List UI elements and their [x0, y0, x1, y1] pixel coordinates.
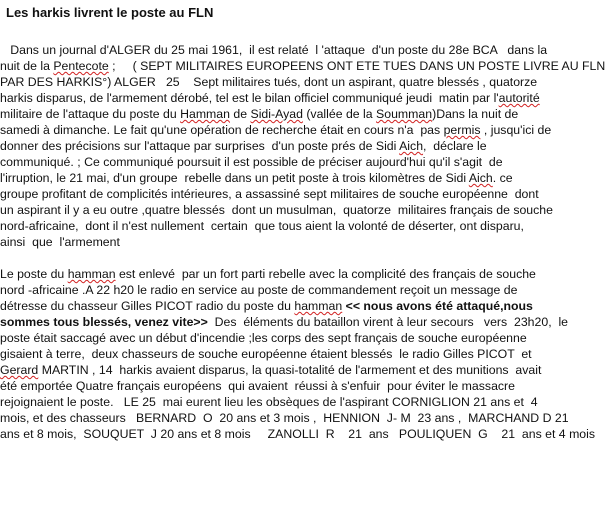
text-line: [0, 282, 550, 298]
text-run: ; ( SEPT MILITAIRES EUROPEENS ONT ETE TUES DANS UN POSTE LIVRE AU FLN: [108, 59, 605, 73]
spellcheck-word: Gerard: [0, 363, 39, 377]
spellcheck-word: permis: [443, 123, 481, 137]
text-line: [0, 362, 550, 378]
spellcheck-word: Aich: [468, 171, 493, 185]
text-line: [0, 122, 550, 138]
text-run: Le poste du: [0, 267, 68, 281]
text-line: [0, 170, 550, 186]
text-run: donner des précisions sur l'attaque par surprises d'un poste prés de Sidi: [0, 139, 400, 153]
text-run: groupe profitant de complicités intérieures, a assassiné sept militaires de souche européenne dont: [0, 187, 539, 201]
text-run: poste était saccagé avec un début d'incendie ;les corps des sept français de souche européenne: [0, 331, 527, 345]
text-run: PAR DES HARKIS°) ALGER 25 Sept militaires tués, dont un aspirant, quatre blessés , quatorze: [0, 75, 538, 89]
text-run: ainsi que l'armement: [0, 235, 120, 249]
text-run: communiqué. ; Ce communiqué poursuit il est possible de préciser aujourd'hui qu'il s'agit de: [0, 155, 503, 169]
text-line: [0, 234, 550, 250]
text-run: un aspirant il y a eu outre ,quatre blessés dont un musulman, quatorze militaires français de souche: [0, 203, 553, 217]
text-run: )Dans la nuit de: [432, 107, 519, 121]
text-line: [0, 378, 550, 394]
text-run: , déclare le: [423, 139, 487, 153]
text-line: [0, 266, 550, 282]
text-line: [0, 330, 550, 346]
text-line: [0, 394, 550, 410]
spellcheck-word: autorité: [498, 91, 540, 105]
text-run: l'irruption, le 21 mai, d'un groupe rebelle dans un petit poste à trois kilomètres de Sidi: [0, 171, 469, 185]
text-run: mois, et des chasseurs BERNARD O 20 ans et 3 mois , HENNION J- M 23 ans , MARCHAND D 21: [0, 411, 569, 425]
text-run: est enlevé par un fort parti rebelle avec la complicité des français de souche: [115, 267, 536, 281]
text-line: [0, 90, 550, 106]
text-run: nuit de la: [0, 59, 54, 73]
text-line: [0, 202, 553, 218]
text-line: [0, 314, 569, 330]
text-line: [0, 186, 550, 202]
text-run: . ce: [492, 171, 513, 185]
text-run: Des éléments du bataillon virent à leur secours vers 23h20, le: [207, 315, 569, 329]
text-run: MARTIN , 14 harkis avaient disparus, la quasi-totalité de l'armement et des munitions avait: [38, 363, 542, 377]
spellcheck-word: Hamman: [180, 107, 230, 121]
article-title: Les harkis livrent le poste au FLN: [6, 5, 214, 20]
text-run: (vallée de la: [302, 107, 377, 121]
text-run: Dans un journal d'ALGER du 25 mai 1961, il est relaté l 'attaque d'un poste du 28e BCA dans la: [0, 43, 548, 57]
text-line: [0, 218, 550, 234]
text-line: [0, 106, 550, 122]
text-line: [0, 42, 550, 58]
spellcheck-word: Soumman: [376, 107, 433, 121]
text-line: [0, 346, 550, 362]
text-run: samedi à dimanche. Le fait qu'une opération de recherche était en cours n'a pas: [0, 123, 444, 137]
text-run: de: [229, 107, 251, 121]
text-run: été emportée Quatre français européens qui avaient réussi à s'enfuir pour éviter le massacre: [0, 379, 515, 393]
text-run: militaire de l'attaque du poste du: [0, 107, 181, 121]
text-run: détresse du chasseur Gilles PICOT radio du poste du: [0, 299, 295, 313]
text-run: nord-africaine, dont il n'est nullement certain que tous aient la volonté de déserter, ont disparu,: [0, 219, 524, 233]
text-line: [0, 154, 550, 170]
text-run: nord -africaine .A 22 h20 le radio en service au poste de commandement reçoit un message de: [0, 283, 518, 297]
text-run: ans et 8 mois, SOUQUET J 20 ans et 8 mois ZANOLLI R 21 ans POULIQUEN G 21 ans et 4 mois: [0, 427, 596, 441]
spellcheck-word: Aich: [399, 139, 424, 153]
text-run: harkis disparus, de l'armement dérobé, tel est le bilan officiel communiqué jeudi matin par l': [0, 91, 499, 105]
bold-text: << nous avons été attaqué,nous: [345, 299, 533, 313]
text-line: [0, 410, 569, 426]
text-line: [0, 138, 550, 154]
spellcheck-word: hamman: [67, 267, 116, 281]
text-line: [0, 426, 596, 442]
text-line: [0, 298, 550, 314]
text-line: [0, 74, 550, 90]
spellcheck-word: Sidi-Ayad: [250, 107, 303, 121]
spellcheck-word: Pentecote: [53, 59, 109, 73]
bold-text: sommes tous blessés, venez vite>>: [0, 315, 208, 329]
text-run: , jusqu'ici de: [480, 123, 552, 137]
text-line: [0, 58, 605, 74]
text-run: gisaient à terre, deux chasseurs de souche européenne étaient blessés le radio Gilles PICOT et: [0, 347, 532, 361]
spellcheck-word: hamman: [294, 299, 343, 313]
text-run: rejoignaient le poste. LE 25 mai eurent lieu les obsèques de l'aspirant CORNIGLION 21 ans et 4: [0, 395, 538, 409]
